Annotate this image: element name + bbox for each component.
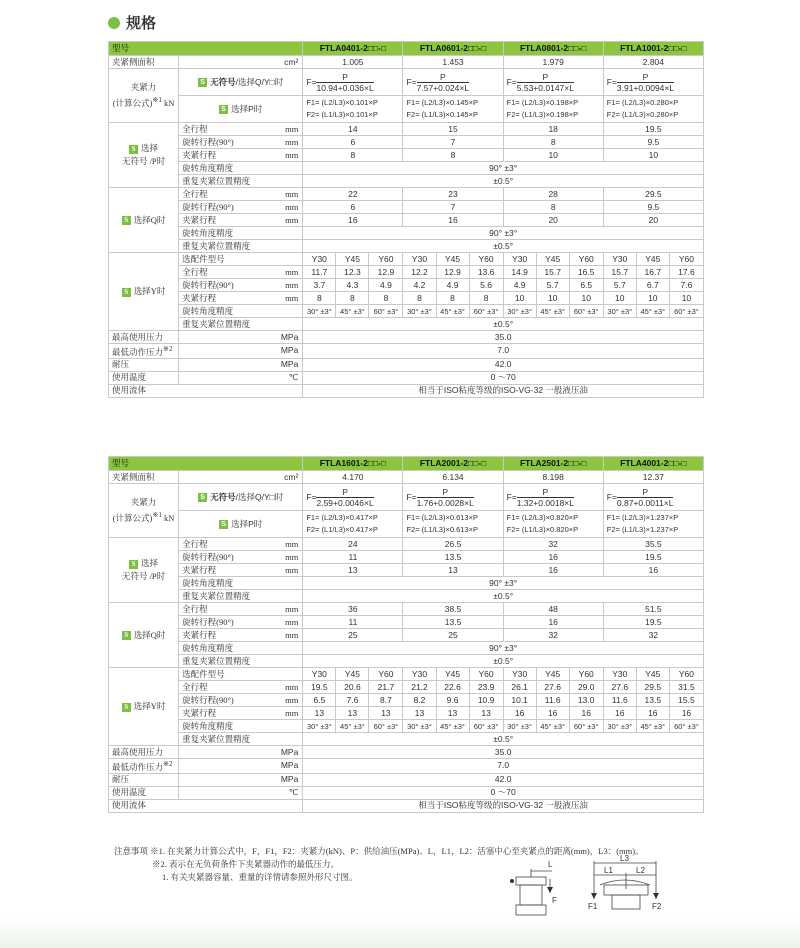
arm-shape [516, 877, 546, 885]
area-row: 夹紧侧面积 cm² 1.005 1.453 1.979 2.804 [109, 56, 704, 69]
base-shape [516, 905, 546, 915]
s-badge-icon: S [219, 520, 228, 529]
body-shape [520, 885, 542, 905]
model-name: FTLA0601-2□□-□ [403, 42, 503, 56]
formula-row-none: 夹紧力 (计算公式)$^{※1}$ kN S 无符号/选择Q/Y□时 F= $\frac{P}{2.59+0.0046\times L}$ F= $\frac{P}{1.76+0.0028\times L}$ F= $\frac{P}{1.32+0.0018\times L}$ F= $\frac{P}{0.87+0.0011\times L}$ [109, 484, 704, 511]
model-name: FTLA1001-2□□-□ [603, 42, 703, 56]
group-q-label: S 选择Q时 [109, 188, 179, 253]
bridge-arm-shape [600, 880, 650, 885]
section-header [108, 12, 156, 33]
note-1: 注意事项 ※1. 在夹紧力计算公式中，F，F1，F2：夹紧力(kN)、P：供给油压(MPa)、L，L1，L2：活塞中心至夹紧点的距离(mm)，L3：(mm)。 [114, 846, 644, 856]
bullet-icon [108, 17, 120, 29]
model-name: FTLA0401-2□□-□ [303, 42, 403, 56]
area-row: 夹紧侧面积 cm² 4.170 6.134 8.198 12.37 [109, 471, 704, 484]
formula-row-none: 夹紧力 (计算公式)$^{※1}$ kN S 无符号/选择Q/Y□时 F= $\frac{P}{10.94+0.036\times L}$ F= $\frac{P}{7.57+0.024\times L}$ F= $\frac{P}{5.53+0.0147\times L}$ F= $\frac{P}{3.91+0.0094\times L}$ [109, 69, 704, 96]
arrow-down-icon [547, 887, 553, 893]
arrow-down-icon [653, 893, 659, 899]
s-badge-icon: S [122, 703, 131, 712]
arrow-down-icon [591, 893, 597, 899]
label-L1: L1 [604, 866, 613, 875]
footer-gradient [0, 918, 800, 948]
s-badge-icon: S [122, 288, 131, 297]
s-badge-icon: S [129, 145, 138, 154]
group-y-label: S 选择Y时 [109, 668, 179, 746]
clamp-diagram [504, 855, 674, 923]
group-q-label: S 选择Q时 [109, 603, 179, 668]
model-name: FTLA1601-2□□-□ [303, 457, 403, 471]
label-F: F [552, 896, 557, 905]
label-L: L [548, 860, 553, 869]
s-badge-icon: S [122, 216, 131, 225]
s-badge-icon: S [122, 631, 131, 640]
s-badge-icon: S [129, 560, 138, 569]
s-badge-icon: S [198, 493, 207, 502]
spec-table-2: 型号 FTLA1601-2□□-□ FTLA2001-2□□-□ FTLA2501-2□□-□ FTLA4001-2□□-□ 夹紧侧面积 cm² 4.170 6.134 8.198 12.37 夹紧力 (计算公式)$^{※1}$ kN S 无符号/选择Q/Y□时 F= $\frac{P}{2.59+0.0046\times L}$ F= $\frac{P}{1.76+0.0028\times L}$ F= $\frac{P}{1.32+0.0018\times L}$ F= $\frac{P}{0.87+0.0011\times L}$ S 选择P时 F1= (L2/L3)×0.417×P F2= (L1/L3)×0.417×P F1= (L2/L3)×0.613×P F2= (L1/L3)×0.613×P F1= (L2/L3)×0.820×P F2= (L1/L3)×0.820×P F1= (L2/L3)×1.237×P F2= (L1/L3)×1.237×P S 选择 无符号 /P时 全行程 mm 24 26.5 32 35.5 旋转行程(90°) mm 11 13.5 16 19.5 夹紧行程 mm 13 13 16 16 旋转角度精度 90° ±3° 重复夹紧位置精度 ±0.5° S 选择Q时 全行程 mm 36 38.5 48 51.5 旋转行程(90°) mm 11 13.5 16 19.5 夹紧行程 mm 25 25 32 32 旋转角度精度 90° ±3° 重复夹紧位置精度 ±0.5° S 选择Y时 选配件型号 Y30 Y45 Y60 Y30 Y45 Y60 Y30 Y45 Y60 Y30 Y45 Y60 全行程 mm 19.5 20.6 21.7 21.2 22.6 23.9 26.1 27.6 29.0 27.6 29.5 31.5 旋转行程(90°) mm 6.5 7.6 8.7 8.2 9.6 10.9 10.1 11.6 13.0 11.6 13.5 15.5 夹紧行程 mm 13 13 13 13 13 13 16 16 16 16 16 16 旋转角度精度 30° ±3° 45° ±3° 60° ±3° 30° ±3° 45° ±3° 60° ±3° 30° ±3° 45° ±3° 60° ±3° 30° ±3° 45° ±3° 60° ±3° 重复夹紧位置精度 ±0.5° 最高使用压力 MPa 35.0 最低动作压力$^{※2}$ MPa 7.0 耐压 MPa 42.0 使用温度 ℃ 0 ～70 使用流体 相当于ISO粘度等级的ISO-VG-32 一般液压油 [108, 456, 704, 813]
spec-table-1: 型号 FTLA0401-2□□-□ FTLA0601-2□□-□ FTLA0801-2□□-□ FTLA1001-2□□-□ 夹紧侧面积 cm² 1.005 1.453 1.979 2.804 夹紧力 (计算公式)$^{※1}$ kN S 无符号/选择Q/Y□时 F= $\frac{P}{10.94+0.036\times L}$ F= $\frac{P}{7.57+0.024\times L}$ F= $\frac{P}{5.53+0.0147\times L}$ F= $\frac{P}{3.91+0.0094\times L}$ S 选择P时 F1= (L2/L3)×0.101×P F2= (L1/L3)×0.101×P F1= (L2/L3)×0.145×P F2= (L1/L3)×0.145×P F1= (L2/L3)×0.198×P F2= (L1/L3)×0.198×P F1= (L2/L3)×0.280×P F2= (L1/L3)×0.280×P S 选择 无符号 /P时 全行程 mm 14 15 18 19.5 旋转行程(90°) mm 6 7 8 9.5 夹紧行程 mm 8 8 10 10 旋转角度精度 90° ±3° 重复夹紧位置精度 ±0.5° S 选择Q时 全行程 mm 22 23 28 29.5 旋转行程(90°) mm 6 7 8 9.5 夹紧行程 mm 16 16 20 20 旋转角度精度 90° ±3° 重复夹紧位置精度 ±0.5° S 选择Y时 选配件型号 Y30 Y45 Y60 Y30 Y45 Y60 Y30 Y45 Y60 Y30 Y45 Y60 全行程 mm 11.7 12.3 12.9 12.2 12.9 13.6 14.9 15.7 16.5 15.7 16.7 17.6 旋转行程(90°) mm 3.7 4.3 4.9 4.2 4.9 5.6 4.9 5.7 6.5 5.7 6.7 7.6 夹紧行程 mm 8 8 8 8 8 8 10 10 10 10 10 10 旋转角度精度 30° ±3° 45° ±3° 60° ±3° 30° ±3° 45° ±3° 60° ±3° 30° ±3° 45° ±3° 60° ±3° 30° ±3° 45° ±3° 60° ±3° 重复夹紧位置精度 ±0.5° 最高使用压力 MPa 35.0 最低动作压力$^{※2}$ MPa 7.0 耐压 MPa 42.0 使用温度 ℃ 0 ～70 使用流体 相当于ISO粘度等级的ISO-VG-32 一般液压油 [108, 41, 704, 398]
model-name: FTLA0801-2□□-□ [503, 42, 603, 56]
model-name: FTLA2001-2□□-□ [403, 457, 503, 471]
model-name: FTLA2501-2□□-□ [503, 457, 603, 471]
clamp-force-label: 夹紧力 (计算公式)$^{※1}$ kN [109, 69, 179, 123]
group-none-label: S 选择 无符号 /P时 [109, 123, 179, 188]
label-L3: L3 [620, 855, 629, 863]
group-y-label: S 选择Y时 [109, 253, 179, 331]
note-3: 1. 有关夹紧器容量、重量的详情请参照外形尺寸图。 [162, 872, 358, 882]
group-none-label: S 选择 无符号 /P时 [109, 538, 179, 603]
s-badge-icon: S [219, 105, 228, 114]
s-badge-icon: S [198, 78, 207, 87]
clamp-force-label: 夹紧力 (计算公式)$^{※1}$ kN [109, 484, 179, 538]
label-L2: L2 [636, 866, 645, 875]
note-2: ※2. 表示在无负荷条件下夹紧器动作的最低压力。 [152, 859, 340, 869]
model-row: 型号 FTLA0401-2□□-□ FTLA0601-2□□-□ FTLA0801-2□□-□ FTLA1001-2□□-□ [109, 42, 704, 56]
formula-row-p: S 选择P时 F1= (L2/L3)×0.101×P F2= (L1/L3)×0.101×P F1= (L2/L3)×0.145×P F2= (L1/L3)×0.145×P F1= (L2/L3)×0.198×P F2= (L1/L3)×0.198×P F1= (L2/L3)×0.280×P F2= (L1/L3)×0.280×P [109, 96, 704, 123]
model-name: FTLA4001-2□□-□ [603, 457, 703, 471]
point-icon [510, 879, 514, 883]
label-F1: F1 [588, 902, 598, 911]
formula-row-p: S 选择P时 F1= (L2/L3)×0.417×P F2= (L1/L3)×0.417×P F1= (L2/L3)×0.613×P F2= (L1/L3)×0.613×P F1= (L2/L3)×0.820×P F2= (L1/L3)×0.820×P F1= (L2/L3)×1.237×P F2= (L1/L3)×1.237×P [109, 511, 704, 538]
section-title: 规格 [126, 14, 157, 32]
label-F2: F2 [652, 902, 662, 911]
model-row: 型号 FTLA1601-2□□-□ FTLA2001-2□□-□ FTLA2501-2□□-□ FTLA4001-2□□-□ [109, 457, 704, 471]
